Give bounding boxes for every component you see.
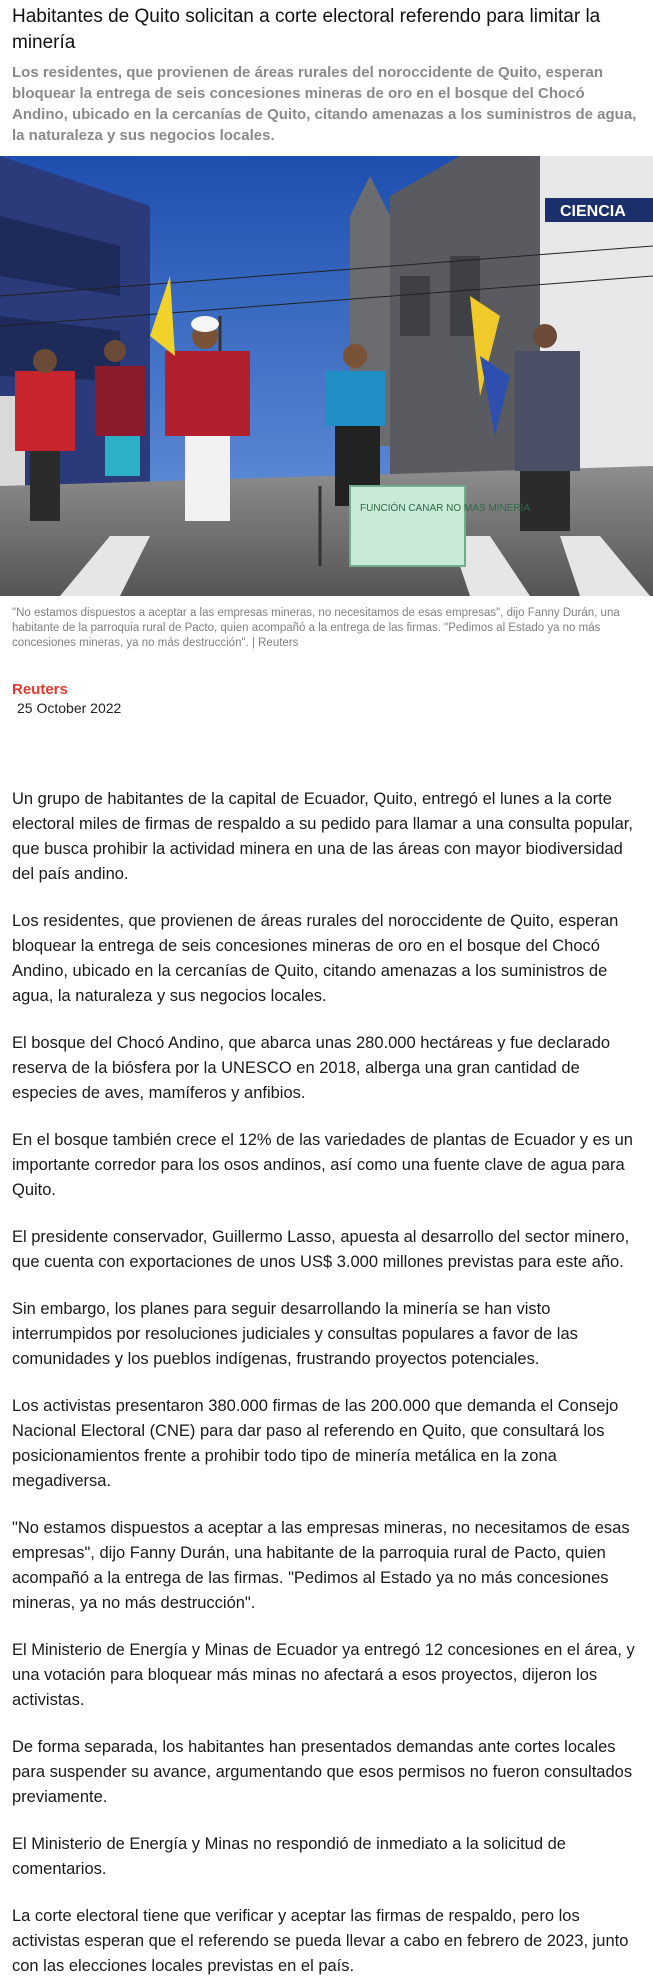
- publish-date: 25 October 2022: [17, 700, 122, 716]
- photo-caption: "No estamos dispuestos a aceptar a las empresas mineras, no necesitamos de esas empresas", dijo Fanny Durán, una habitante de la parroquia rural de Pacto, quien acompañó a la entrega de las firmas. "Pedimos al Estado ya no más concesiones mineras, ya no más destrucción". | Reuters: [12, 607, 620, 649]
- building-sign: CIENCIA: [560, 203, 626, 220]
- article-paragraph: "No estamos dispuestos a aceptar a las empresas mineras, no necesitamos de esas empresas", dijo Fanny Durán, una habitante de la parroquia rural de Pacto, quien acompañó a la entrega de las firmas. "Pedimos al Estado ya no más concesiones mineras, ya no más destrucción".: [12, 1519, 630, 1612]
- article-paragraph: De forma separada, los habitantes han presentados demandas ante cortes locales para suspender su avance, argumentando que esos permisos no fueron consultados previamente.: [12, 1738, 633, 1806]
- article-paragraph: El bosque del Chocó Andino, que abarca unas 280.000 hectáreas y fue declarado reserva de la biósfera por la UNESCO en 2018, alberga una gran cantidad de especies de aves, mamíferos y anfibios.: [12, 1034, 611, 1102]
- article-paragraph: El Ministerio de Energía y Minas no respondió de inmediato a la solicitud de comentarios.: [12, 1835, 566, 1878]
- protest-sign-text: FUNCIÓN CANAR NO MAS MINERÍA: [360, 503, 531, 514]
- article-paragraph: Sin embargo, los planes para seguir desarrollando la minería se han visto interrumpidos por resoluciones judiciales y consultas populares a favor de las comunidades y los pueblos indígenas, frustrando proyectos potenciales.: [12, 1300, 578, 1368]
- article-paragraph: La corte electoral tiene que verificar y aceptar las firmas de respaldo, pero los activistas esperan que el referendo se pueda llevar a cabo en febrero de 2023, junto con las elecciones locales previstas en el país.: [12, 1907, 629, 1975]
- article-body: [0, 787, 653, 1979]
- byline: [0, 681, 653, 717]
- article-paragraph: Los residentes, que provienen de áreas rurales del noroccidente de Quito, esperan bloquear la entrega de seis concesiones mineras de oro en el bosque del Chocó Andino, ubicado en la cercanías de Quito, citando amenazas a los suministros de agua, la naturaleza y sus negocios locales.: [12, 912, 619, 1005]
- hero-photo: [0, 156, 653, 596]
- article-paragraph: El presidente conservador, Guillermo Lasso, apuesta al desarrollo del sector minero, que cuenta con exportaciones de unos US$ 3.000 millones previstas para este año.: [12, 1228, 630, 1271]
- article-paragraph: El Ministerio de Energía y Minas de Ecuador ya entregó 12 concesiones en el área, y una votación para bloquear más minas no afectará a esos proyectos, dijeron los activistas.: [12, 1641, 635, 1709]
- article-paragraph: Los activistas presentaron 380.000 firmas de las 200.000 que demanda el Consejo Nacional Electoral (CNE) para dar paso al referendo en Quito, que consultará los posicionamientos frente a prohibir todo tipo de minería metálica en la zona megadiversa.: [12, 1397, 619, 1490]
- article-paragraph: Un grupo de habitantes de la capital de Ecuador, Quito, entregó el lunes a la corte electoral miles de firmas de respaldo a su pedido para llamar a una consulta popular, que busca prohibir la actividad minera en una de las áreas con mayor biodiversidad del país andino.: [12, 790, 633, 883]
- article-headline: Habitantes de Quito solicitan a corte electoral referendo para limitar la minería: [12, 6, 601, 53]
- article-standfirst: Los residentes, que provienen de áreas rurales del noroccidente de Quito, esperan bloquear la entrega de seis concesiones mineras de oro en el bosque del Chocó Andino, ubicado en la cercanías de Quito, citando amenazas a los suministros de agua, la naturaleza y sus negocios locales.: [12, 64, 637, 144]
- source-link[interactable]: Reuters: [12, 681, 68, 698]
- article-paragraph: En el bosque también crece el 12% de las variedades de plantas de Ecuador y es un importante corredor para los osos andinos, así como una fuente clave de agua para Quito.: [12, 1131, 633, 1199]
